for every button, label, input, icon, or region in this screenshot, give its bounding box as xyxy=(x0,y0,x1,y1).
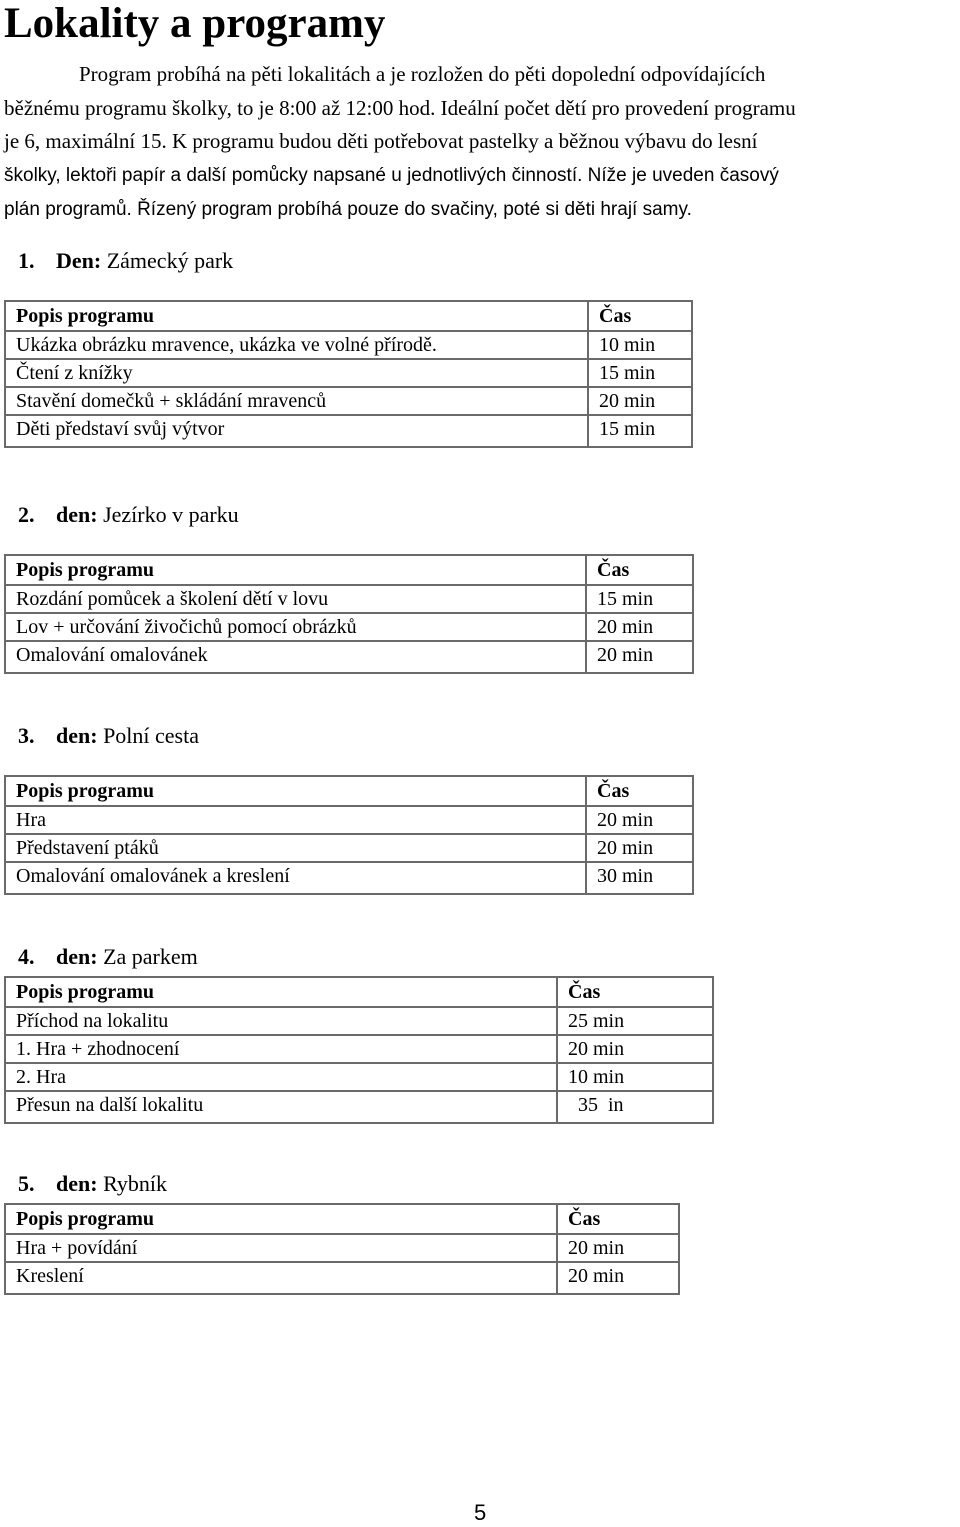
row-desc: 1. Hra + zhodnocení xyxy=(5,1035,557,1063)
row-time: 25 min xyxy=(557,1007,713,1035)
row-time: 15 min xyxy=(588,359,692,387)
intro-paragraph xyxy=(4,58,960,226)
table-header-row xyxy=(5,776,693,806)
row-desc: 2. Hra xyxy=(5,1063,557,1091)
header-desc: Popis programu xyxy=(5,1204,557,1234)
day-place: Polní cesta xyxy=(103,723,199,748)
row-desc: Přesun na další lokalitu xyxy=(5,1091,557,1123)
row-time: 20 min xyxy=(557,1035,713,1063)
day-1-table xyxy=(4,300,693,448)
day-5-heading xyxy=(18,1171,167,1197)
table-header-row xyxy=(5,977,713,1007)
day-number: 4. xyxy=(18,944,35,969)
page-number: 5 xyxy=(474,1500,487,1525)
table-row xyxy=(5,806,693,834)
table-header-row xyxy=(5,555,693,585)
day-label: den: xyxy=(56,944,98,969)
table-row xyxy=(5,1262,679,1294)
table-row xyxy=(5,331,692,359)
day-label: Den: xyxy=(56,248,102,273)
day-place: Zámecký park xyxy=(106,248,234,273)
table-header-row xyxy=(5,301,692,331)
row-desc: Rozdání pomůcek a školení dětí v lovu xyxy=(5,585,586,613)
header-time: Čas xyxy=(586,555,693,585)
row-time: 15 min xyxy=(588,415,692,447)
row-time: 35 in xyxy=(557,1091,713,1123)
day-place: Za parkem xyxy=(103,944,198,969)
header-desc: Popis programu xyxy=(5,301,588,331)
day-2-heading xyxy=(18,502,239,528)
table-row xyxy=(5,387,692,415)
table-row xyxy=(5,834,693,862)
row-desc: Hra xyxy=(5,806,586,834)
row-time: 20 min xyxy=(586,834,693,862)
row-time: 20 min xyxy=(588,387,692,415)
table-row xyxy=(5,1007,713,1035)
row-desc: Omalování omalovánek a kreslení xyxy=(5,862,586,894)
day-5-table xyxy=(4,1203,680,1295)
row-time: 15 min xyxy=(586,585,693,613)
table-row xyxy=(5,359,692,387)
row-time: 20 min xyxy=(557,1234,679,1262)
row-time: 20 min xyxy=(586,613,693,641)
intro-line: školky, lektoři papír a další pomůcky napsané u jednotlivých činností. Níže je uveden časový xyxy=(4,165,779,187)
day-number: 5. xyxy=(18,1171,35,1196)
row-desc: Příchod na lokalitu xyxy=(5,1007,557,1035)
day-2-table xyxy=(4,554,694,674)
day-3-table xyxy=(4,775,694,895)
header-time: Čas xyxy=(557,1204,679,1234)
table-row xyxy=(5,1063,713,1091)
day-4-table xyxy=(4,976,714,1124)
table-row xyxy=(5,415,692,447)
row-time: 20 min xyxy=(586,806,693,834)
day-number: 1. xyxy=(18,248,35,273)
table-row xyxy=(5,862,693,894)
header-desc: Popis programu xyxy=(5,555,586,585)
day-label: den: xyxy=(56,723,98,748)
row-time: 20 min xyxy=(586,641,693,673)
table-row xyxy=(5,585,693,613)
row-desc: Děti představí svůj výtvor xyxy=(5,415,588,447)
header-desc: Popis programu xyxy=(5,776,586,806)
header-time: Čas xyxy=(586,776,693,806)
table-row xyxy=(5,1035,713,1063)
day-number: 3. xyxy=(18,723,35,748)
row-time: 30 min xyxy=(586,862,693,894)
day-number: 2. xyxy=(18,502,35,527)
day-label: den: xyxy=(56,502,98,527)
table-header-row xyxy=(5,1204,679,1234)
table-row xyxy=(5,1091,713,1123)
intro-line: plán programů. Řízený program probíhá pouze do svačiny, poté si děti hrají samy. xyxy=(4,198,692,220)
row-desc: Představení ptáků xyxy=(5,834,586,862)
day-1-heading xyxy=(18,248,233,274)
row-time: 20 min xyxy=(557,1262,679,1294)
day-place: Rybník xyxy=(103,1171,167,1196)
row-desc: Ukázka obrázku mravence, ukázka ve volné přírodě. xyxy=(5,331,588,359)
header-time: Čas xyxy=(588,301,692,331)
row-desc: Stavění domečků + skládání mravenců xyxy=(5,387,588,415)
row-desc: Čtení z knížky xyxy=(5,359,588,387)
row-desc: Kreslení xyxy=(5,1262,557,1294)
header-desc: Popis programu xyxy=(5,977,557,1007)
day-label: den: xyxy=(56,1171,98,1196)
header-time: Čas xyxy=(557,977,713,1007)
intro-line: je 6, maximální 15. K programu budou děti potřebovat pastelky a běžnou výbavu do lesní xyxy=(4,129,758,154)
day-place: Jezírko v parku xyxy=(103,502,239,527)
row-desc: Lov + určování živočichů pomocí obrázků xyxy=(5,613,586,641)
row-desc: Omalování omalovánek xyxy=(5,641,586,673)
day-4-heading xyxy=(18,944,198,970)
intro-line: běžnému programu školky, to je 8:00 až 12:00 hod. Ideální počet dětí pro provedení programu xyxy=(4,95,796,120)
table-row xyxy=(5,613,693,641)
table-row xyxy=(5,641,693,673)
row-time: 10 min xyxy=(588,331,692,359)
table-row xyxy=(5,1234,679,1262)
intro-line: Program probíhá na pěti lokalitách a je rozložen do pěti dopolední odpovídajících xyxy=(79,62,766,86)
page-title: Lokality a programy xyxy=(4,0,386,47)
day-3-heading xyxy=(18,723,199,749)
row-desc: Hra + povídání xyxy=(5,1234,557,1262)
row-time: 10 min xyxy=(557,1063,713,1091)
